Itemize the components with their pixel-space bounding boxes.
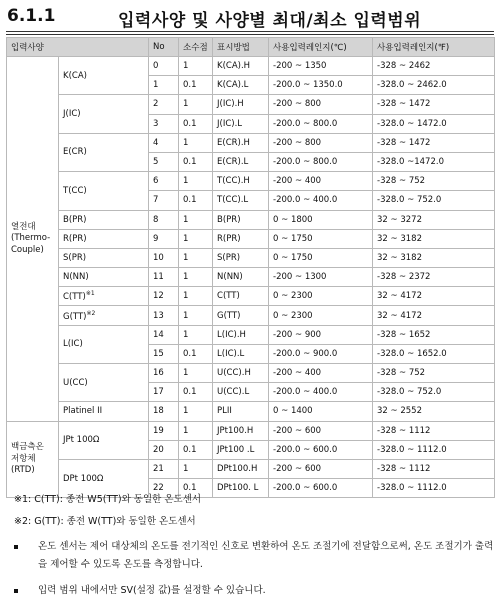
cell-display: S(PR) (213, 248, 269, 267)
group-label-text: 열전대 (Thermo- Couple) (11, 221, 51, 255)
col-header-decimal: 소수점 (179, 38, 213, 57)
footnote-1: ※1: C(TT): 종전 W5(TT)와 동일한 온도센서 (14, 494, 202, 505)
bullet-text: 입력 범위 내에서만 SV(설정 값)를 설정할 수 있습니다. (38, 585, 266, 596)
sensor-type (59, 364, 149, 402)
cell-range-c: 0 ~ 2300 (269, 306, 373, 325)
cell-range-c: -200 ~ 800 (269, 95, 373, 114)
cell-decimal: 0.1 (179, 440, 213, 459)
bullet-list (14, 538, 494, 608)
cell-range-c: -200.0 ~ 800.0 (269, 152, 373, 171)
cell-range-f: -328 ~ 1112 (373, 459, 495, 478)
cell-display: N(NN) (213, 268, 269, 287)
cell-range-c: -200.0 ~ 1350.0 (269, 76, 373, 95)
bullet-text: 온도 센서는 제어 대상체의 온도를 전기적인 신호로 변환하여 온도 조절기에 전달함으로써, 온도 조절기가 출력을 제어할 수 있도록 온도를 측정합니다. (38, 541, 494, 570)
page-header (0, 0, 500, 34)
sensor-type-name: R(PR) (63, 233, 87, 244)
col-header-range-c: 사용입력레인지(℃) (269, 38, 373, 57)
sensor-type-name: E(CR) (63, 147, 87, 158)
sensor-type (59, 306, 149, 325)
cell-range-c: -200.0 ~ 600.0 (269, 479, 373, 498)
cell-decimal: 1 (179, 229, 213, 248)
cell-range-c: 0 ~ 1750 (269, 229, 373, 248)
cell-range-c: -200.0 ~ 600.0 (269, 440, 373, 459)
bullet-icon (14, 589, 18, 593)
cell-display: T(CC).L (213, 191, 269, 210)
cell-no: 21 (149, 459, 179, 478)
cell-decimal: 0.1 (179, 344, 213, 363)
col-header-input-spec: 입력사양 (7, 38, 149, 57)
sensor-type-name: J(IC) (63, 109, 81, 120)
table-row (7, 306, 495, 325)
cell-no: 8 (149, 210, 179, 229)
sensor-type-name: S(PR) (63, 252, 87, 263)
cell-range-c: 0 ~ 1750 (269, 248, 373, 267)
table-row (7, 95, 495, 114)
cell-range-c: 0 ~ 2300 (269, 287, 373, 306)
cell-display: DPt100.H (213, 459, 269, 478)
cell-display: U(CC).H (213, 364, 269, 383)
table-row (7, 268, 495, 287)
cell-decimal: 1 (179, 306, 213, 325)
cell-range-f: -328.0 ~ 1472.0 (373, 114, 495, 133)
cell-decimal: 0.1 (179, 114, 213, 133)
cell-decimal: 1 (179, 268, 213, 287)
cell-range-f: -328.0 ~ 2462.0 (373, 76, 495, 95)
sensor-type-name: C(TT) (63, 292, 86, 303)
cell-range-f: -328.0 ~1472.0 (373, 152, 495, 171)
cell-decimal: 1 (179, 95, 213, 114)
footnotes (14, 489, 201, 533)
cell-range-c: -200 ~ 600 (269, 421, 373, 440)
cell-decimal: 1 (179, 421, 213, 440)
cell-display: J(IC).H (213, 95, 269, 114)
cell-decimal: 1 (179, 248, 213, 267)
cell-range-c: -200.0 ~ 400.0 (269, 383, 373, 402)
sensor-type-name: DPt 100Ω (63, 473, 104, 484)
cell-no: 14 (149, 325, 179, 344)
sensor-type-name: K(CA) (63, 70, 87, 81)
col-header-no: No (149, 38, 179, 57)
sensor-type-name: T(CC) (63, 185, 87, 196)
cell-range-f: -328 ~ 2372 (373, 268, 495, 287)
cell-decimal: 1 (179, 459, 213, 478)
table-row (7, 210, 495, 229)
cell-decimal: 1 (179, 210, 213, 229)
table-row (7, 248, 495, 267)
cell-range-f: 32 ~ 4172 (373, 287, 495, 306)
cell-range-f: 32 ~ 3272 (373, 210, 495, 229)
cell-range-c: -200 ~ 400 (269, 364, 373, 383)
cell-range-f: 32 ~ 3182 (373, 229, 495, 248)
sensor-type (59, 287, 149, 306)
cell-range-c: -200 ~ 1300 (269, 268, 373, 287)
sensor-type (59, 95, 149, 133)
table-header-row (7, 38, 495, 57)
cell-no: 4 (149, 133, 179, 152)
table-row (7, 287, 495, 306)
cell-range-f: -328 ~ 752 (373, 364, 495, 383)
cell-decimal: 1 (179, 287, 213, 306)
cell-no: 20 (149, 440, 179, 459)
cell-range-c: 0 ~ 1400 (269, 402, 373, 421)
cell-no: 13 (149, 306, 179, 325)
cell-range-c: -200.0 ~ 800.0 (269, 114, 373, 133)
cell-display: K(CA).L (213, 76, 269, 95)
cell-no: 0 (149, 57, 179, 76)
cell-no: 5 (149, 152, 179, 171)
sensor-type (59, 229, 149, 248)
cell-no: 18 (149, 402, 179, 421)
section-number: 6.1.1 (7, 6, 56, 26)
sensor-type-name: G(TT) (63, 311, 87, 322)
col-header-display: 표시방법 (213, 38, 269, 57)
cell-display: T(CC).H (213, 172, 269, 191)
footnote-mark: ※2 (86, 309, 96, 317)
sensor-type (59, 402, 149, 421)
cell-decimal: 0.1 (179, 152, 213, 171)
cell-decimal: 1 (179, 172, 213, 191)
cell-no: 2 (149, 95, 179, 114)
cell-range-c: -200 ~ 400 (269, 172, 373, 191)
table-row (7, 57, 495, 76)
cell-decimal: 0.1 (179, 76, 213, 95)
cell-no: 22 (149, 479, 179, 498)
cell-display: K(CA).H (213, 57, 269, 76)
cell-range-c: -200 ~ 800 (269, 133, 373, 152)
cell-range-f: -328 ~ 752 (373, 172, 495, 191)
cell-range-c: -200.0 ~ 400.0 (269, 191, 373, 210)
cell-range-c: -200 ~ 900 (269, 325, 373, 344)
sensor-type (59, 133, 149, 171)
sensor-type-name: Platinel II (63, 406, 103, 417)
cell-display: U(CC).L (213, 383, 269, 402)
cell-decimal: 0.1 (179, 479, 213, 498)
cell-range-c: -200 ~ 1350 (269, 57, 373, 76)
cell-range-f: -328.0 ~ 752.0 (373, 191, 495, 210)
footnote-mark: ※1 (85, 290, 95, 298)
table-row (7, 364, 495, 383)
footnote-2: ※2: G(TT): 종전 W(TT)와 동일한 온도센서 (14, 516, 196, 527)
header-rule-bottom (6, 34, 494, 35)
header-rule-top (6, 31, 494, 32)
sensor-type-name: JPt 100Ω (63, 435, 100, 446)
cell-range-c: 0 ~ 1800 (269, 210, 373, 229)
cell-range-f: -328 ~ 1472 (373, 133, 495, 152)
cell-display: DPt100. L (213, 479, 269, 498)
cell-no: 1 (149, 76, 179, 95)
table-row (7, 402, 495, 421)
cell-display: L(IC).L (213, 344, 269, 363)
cell-range-f: -328 ~ 1652 (373, 325, 495, 344)
group-label (7, 57, 59, 422)
bullet-item (14, 582, 494, 600)
cell-decimal: 1 (179, 57, 213, 76)
input-spec-table (6, 37, 495, 498)
cell-decimal: 0.1 (179, 383, 213, 402)
cell-no: 3 (149, 114, 179, 133)
sensor-type (59, 268, 149, 287)
sensor-type (59, 325, 149, 363)
cell-range-c: -200.0 ~ 900.0 (269, 344, 373, 363)
sensor-type-name: L(IC) (63, 339, 83, 350)
cell-range-f: -328.0 ~ 1112.0 (373, 440, 495, 459)
cell-range-f: 32 ~ 3182 (373, 248, 495, 267)
cell-no: 6 (149, 172, 179, 191)
sensor-type (59, 248, 149, 267)
cell-range-f: -328.0 ~ 752.0 (373, 383, 495, 402)
bullet-item (14, 538, 494, 574)
table-row (7, 459, 495, 478)
cell-display: R(PR) (213, 229, 269, 248)
cell-display: JPt100.H (213, 421, 269, 440)
table-row (7, 229, 495, 248)
sensor-type-name: U(CC) (63, 377, 88, 388)
cell-decimal: 1 (179, 325, 213, 344)
cell-no: 16 (149, 364, 179, 383)
cell-display: G(TT) (213, 306, 269, 325)
cell-decimal: 1 (179, 402, 213, 421)
sensor-type (59, 57, 149, 95)
sensor-type (59, 421, 149, 459)
cell-decimal: 0.1 (179, 191, 213, 210)
table-row (7, 325, 495, 344)
page-title: 입력사양 및 사양별 최대/최소 입력범위 (118, 11, 422, 31)
cell-display: JPt100 .L (213, 440, 269, 459)
group-label (7, 421, 59, 498)
cell-display: PLII (213, 402, 269, 421)
cell-no: 7 (149, 191, 179, 210)
group-label-text: 백금측온 저항체 (RTD) (11, 442, 44, 476)
cell-decimal: 1 (179, 133, 213, 152)
cell-range-f: -328 ~ 2462 (373, 57, 495, 76)
cell-display: E(CR).H (213, 133, 269, 152)
cell-no: 15 (149, 344, 179, 363)
col-header-range-f: 사용입력레인지(℉) (373, 38, 495, 57)
bullet-icon (14, 545, 18, 549)
sensor-type-name: B(PR) (63, 214, 87, 225)
cell-range-f: -328 ~ 1472 (373, 95, 495, 114)
cell-range-f: -328 ~ 1112 (373, 421, 495, 440)
sensor-type-name: N(NN) (63, 272, 89, 283)
table-row (7, 133, 495, 152)
cell-no: 17 (149, 383, 179, 402)
cell-range-f: 32 ~ 2552 (373, 402, 495, 421)
cell-no: 11 (149, 268, 179, 287)
cell-no: 9 (149, 229, 179, 248)
cell-range-f: 32 ~ 4172 (373, 306, 495, 325)
cell-display: L(IC).H (213, 325, 269, 344)
cell-display: B(PR) (213, 210, 269, 229)
cell-range-f: -328.0 ~ 1112.0 (373, 479, 495, 498)
cell-no: 10 (149, 248, 179, 267)
sensor-type (59, 172, 149, 210)
cell-display: J(IC).L (213, 114, 269, 133)
cell-decimal: 1 (179, 364, 213, 383)
table-row (7, 421, 495, 440)
table-row (7, 172, 495, 191)
cell-no: 19 (149, 421, 179, 440)
cell-range-c: -200 ~ 600 (269, 459, 373, 478)
sensor-type (59, 210, 149, 229)
cell-range-f: -328.0 ~ 1652.0 (373, 344, 495, 363)
cell-no: 12 (149, 287, 179, 306)
cell-display: C(TT) (213, 287, 269, 306)
cell-display: E(CR).L (213, 152, 269, 171)
